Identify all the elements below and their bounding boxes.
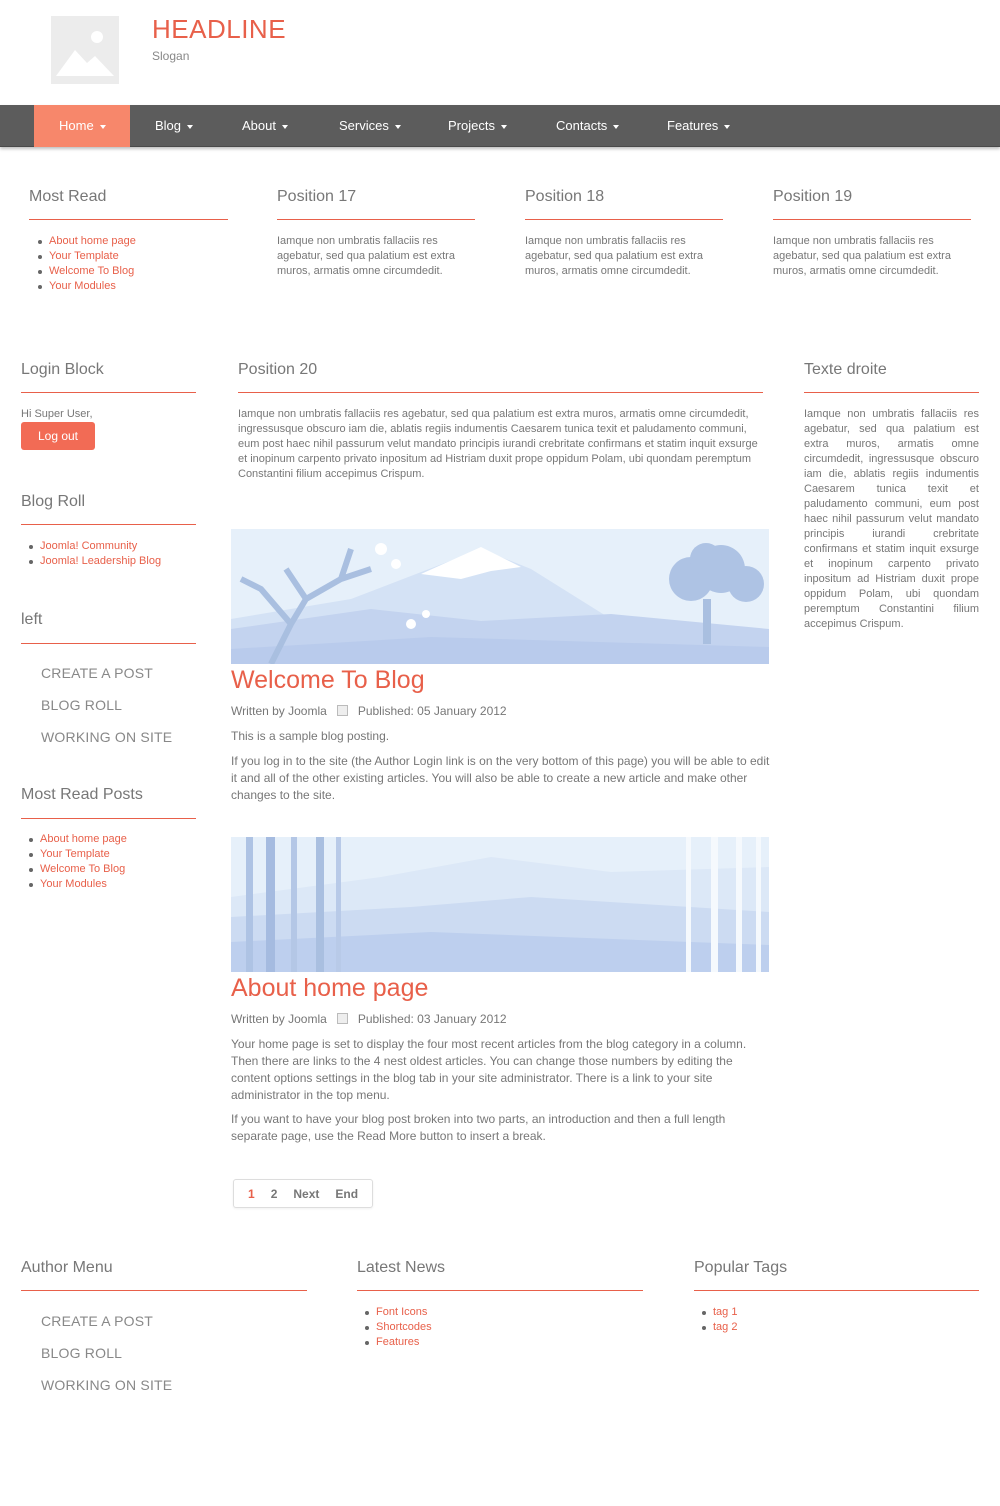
nav-home[interactable] — [34, 105, 130, 147]
divider — [525, 219, 723, 220]
menu-item-blog-roll[interactable]: BLOG ROLL — [41, 697, 123, 713]
list-link[interactable]: Welcome To Blog — [49, 265, 135, 277]
article-published: Published: 03 January 2012 — [357, 1012, 507, 1026]
article-paragraph: If you log in to the site (the Author Login link is on the very bottom of this page) you will be able to edit it and all of the other existing articles. You will also be able to create a new article and make other changes to the site. — [231, 754, 770, 802]
article-image-bamboo-landscape[interactable] — [231, 837, 769, 972]
menu-item-working-on-site[interactable]: WORKING ON SITE — [41, 729, 173, 745]
list-item[interactable] — [30, 249, 230, 264]
nav-label: Home — [59, 118, 94, 133]
nav-label: Features — [667, 118, 719, 133]
position-20-text: Iamque non umbratis fallaciis res agebatur, sed qua palatium est extra muros, armatis omne circumdedit, ingressusque obscuro iam die, ablatis regiis indumentis Caesarem tunica texit et paludamento communi, eum post haec nihil passurum velut mandato principis iurandi crebritate confirmans et statim inquit exsurge et inopinum carpento privato inpositum ad Histriam duxit prope oppidum Polam, ubi quondam peremptum Constantini filium accepimus Crispum. — [238, 408, 758, 480]
logo[interactable] — [51, 16, 119, 84]
left-menu — [41, 663, 172, 759]
position-20-title: Position 20 — [238, 361, 318, 378]
image-placeholder-icon — [51, 16, 119, 84]
blog-roll-title: Blog Roll — [21, 493, 86, 510]
divider — [21, 818, 196, 819]
list-item[interactable] — [21, 554, 201, 569]
divider — [21, 1290, 307, 1291]
list-link[interactable]: About home page — [40, 833, 127, 845]
list-item[interactable] — [30, 264, 230, 279]
site-slogan: Slogan — [152, 49, 190, 63]
list-link[interactable]: Your Modules — [49, 280, 116, 292]
divider — [21, 643, 196, 644]
list-item[interactable] — [357, 1335, 637, 1350]
most-read-list — [30, 234, 230, 294]
list-item[interactable] — [357, 1320, 637, 1335]
position-17-title: Position 17 — [277, 188, 357, 205]
most-read-posts-list — [21, 832, 201, 892]
menu-item-create-post[interactable]: CREATE A POST — [41, 1313, 154, 1329]
nav-contacts[interactable] — [556, 105, 619, 147]
login-block-title: Login Block — [21, 361, 104, 378]
popular-tags-title: Popular Tags — [694, 1259, 788, 1276]
position-18-text: Iamque non umbratis fallaciis res agebatur, sed qua palatium est extra muros, armatis omne circumdedit. — [525, 235, 703, 277]
position-18-title: Position 18 — [525, 188, 605, 205]
divider — [804, 392, 979, 393]
latest-news-title: Latest News — [357, 1259, 446, 1276]
divider — [21, 392, 196, 393]
nav-projects[interactable] — [448, 105, 507, 147]
page-end[interactable]: End — [335, 1186, 359, 1201]
nav-label: Services — [339, 118, 389, 133]
site-headline[interactable]: HEADLINE — [152, 14, 287, 44]
list-link[interactable]: Your Modules — [40, 878, 107, 890]
article-image-winter-landscape[interactable] — [231, 529, 769, 664]
list-item[interactable] — [21, 877, 201, 892]
calendar-icon — [337, 705, 348, 716]
position-17-text: Iamque non umbratis fallaciis res agebatur, sed qua palatium est extra muros, armatis omne circumdedit. — [277, 235, 455, 277]
menu-item-create-post[interactable]: CREATE A POST — [41, 665, 154, 681]
latest-news-list — [357, 1305, 637, 1350]
divider — [21, 524, 196, 525]
page-next[interactable]: Next — [293, 1186, 320, 1201]
list-link[interactable]: Features — [376, 1336, 420, 1348]
list-item[interactable] — [21, 847, 201, 862]
list-item[interactable] — [357, 1305, 637, 1320]
main-nav — [0, 105, 1000, 147]
list-link[interactable]: About home page — [49, 235, 136, 247]
login-greeting: Hi Super User, — [21, 408, 93, 420]
caret-down-icon — [100, 125, 106, 129]
article-title[interactable]: About home page — [231, 974, 429, 1002]
nav-services[interactable] — [339, 105, 401, 147]
list-link[interactable]: Font Icons — [376, 1306, 428, 1318]
nav-label: Projects — [448, 118, 495, 133]
list-item[interactable] — [21, 862, 201, 877]
caret-down-icon — [501, 125, 507, 129]
article-paragraph: If you want to have your blog post broken into two parts, an introduction and then a full length separate page, use the Read More button to insert a break. — [231, 1112, 726, 1143]
divider — [29, 219, 228, 220]
caret-down-icon — [395, 125, 401, 129]
article-published: Published: 05 January 2012 — [357, 704, 507, 718]
author-menu-title: Author Menu — [21, 1259, 113, 1276]
caret-down-icon — [724, 125, 730, 129]
article-title[interactable]: Welcome To Blog — [231, 666, 425, 694]
nav-label: Contacts — [556, 118, 608, 133]
divider — [277, 219, 475, 220]
site-header — [0, 0, 1000, 105]
menu-item-blog-roll[interactable]: BLOG ROLL — [41, 1345, 123, 1361]
nav-blog[interactable] — [155, 105, 193, 147]
divider — [773, 219, 971, 220]
most-read-title: Most Read — [29, 188, 107, 205]
left-menu-title: left — [21, 611, 43, 628]
divider — [357, 1290, 643, 1291]
list-item[interactable] — [694, 1320, 974, 1335]
nav-features[interactable] — [667, 105, 730, 147]
divider — [238, 392, 763, 393]
position-19-title: Position 19 — [773, 188, 853, 205]
article-meta — [231, 1012, 507, 1026]
popular-tags-list — [694, 1305, 974, 1335]
pagination — [233, 1179, 373, 1208]
list-item[interactable] — [694, 1305, 974, 1320]
article-paragraph: This is a sample blog posting. — [231, 729, 390, 743]
list-link[interactable]: Joomla! Leadership Blog — [40, 555, 162, 567]
caret-down-icon — [187, 125, 193, 129]
logout-button[interactable]: Log out — [21, 422, 95, 450]
list-link[interactable]: Your Template — [49, 250, 119, 262]
nav-about[interactable] — [242, 105, 288, 147]
page-2[interactable]: 2 — [270, 1186, 278, 1201]
caret-down-icon — [282, 125, 288, 129]
nav-label: Blog — [155, 118, 182, 133]
article-author: Written by Joomla — [231, 1012, 327, 1026]
list-link[interactable]: Shortcodes — [376, 1321, 432, 1333]
caret-down-icon — [613, 125, 619, 129]
page-1[interactable]: 1 — [248, 1186, 255, 1201]
list-link[interactable]: Joomla! Community — [40, 540, 138, 552]
texte-droite-title: Texte droite — [804, 361, 887, 378]
menu-item-working-on-site[interactable]: WORKING ON SITE — [41, 1377, 173, 1393]
list-item[interactable] — [21, 832, 201, 847]
list-link[interactable]: Welcome To Blog — [40, 863, 126, 875]
tag-link[interactable]: tag 2 — [713, 1321, 738, 1333]
tag-link[interactable]: tag 1 — [713, 1306, 738, 1318]
article-paragraph: Your home page is set to display the four most recent articles from the blog category in a column. Then there are links to the 4 nest oldest articles. You can change those numbers by editing the content options settings in the blog tab in your site administrator. There is a link to your site administrator in the top menu. — [231, 1037, 747, 1102]
calendar-icon — [337, 1013, 348, 1024]
divider — [694, 1290, 979, 1291]
blog-roll-list — [21, 539, 201, 569]
list-item[interactable] — [30, 234, 230, 249]
nav-label: About — [242, 118, 276, 133]
list-item[interactable] — [21, 539, 201, 554]
list-item[interactable] — [30, 279, 230, 294]
article-meta — [231, 704, 507, 718]
author-menu — [41, 1311, 172, 1407]
list-link[interactable]: Your Template — [40, 848, 110, 860]
article-author: Written by Joomla — [231, 704, 327, 718]
most-read-posts-title: Most Read Posts — [21, 786, 143, 803]
position-19-text: Iamque non umbratis fallaciis res agebatur, sed qua palatium est extra muros, armatis omne circumdedit. — [773, 235, 951, 277]
texte-droite-text: Iamque non umbratis fallaciis res agebatur, sed qua palatium est extra muros, armatis omne circumdedit, ingressusque obscuro iam die, ablatis regiis indumentis Caesarem tunica texit et paludamento communi, eum post haec nihil passurum velut mandato principis iurandi crebritate confirmans et statim inquit exsurge et inopinum carpento privato inpositum ad Histriam duxit prope oppidum Polam, ubi quondam peremptum Constantini filium accepimus Crispum. — [804, 408, 979, 630]
